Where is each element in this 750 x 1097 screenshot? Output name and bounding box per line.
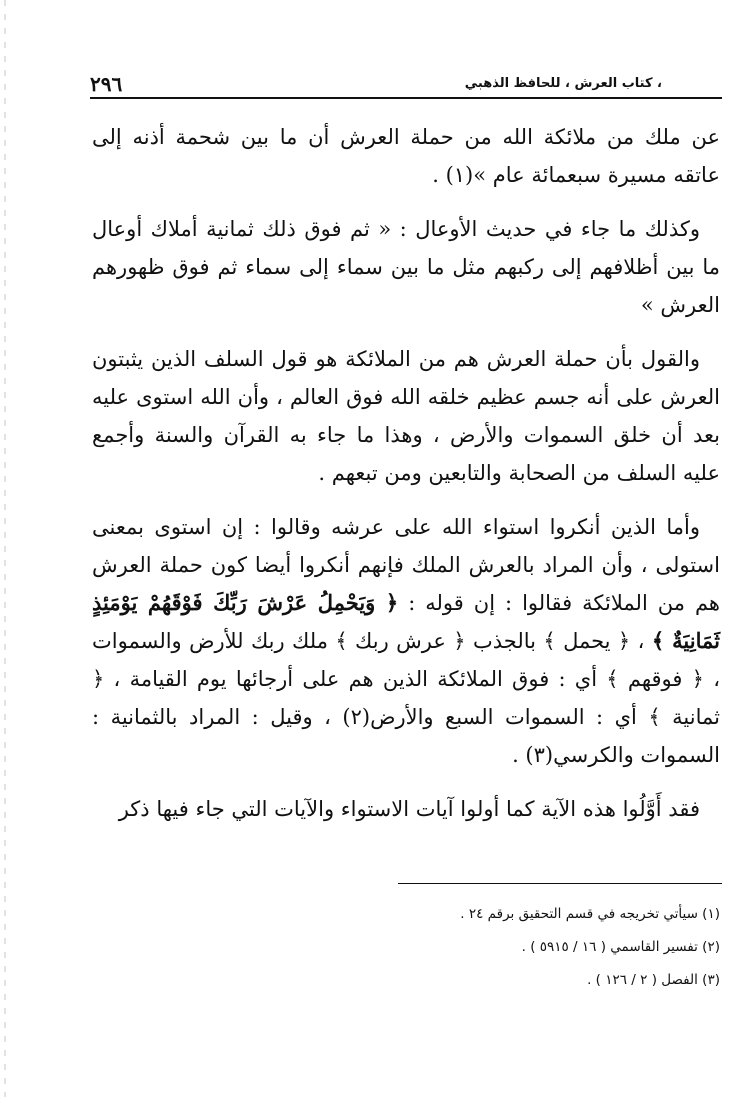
paragraph-4 [92,508,720,774]
paragraph-3: والقول بأن حملة العرش هم من الملائكة هو قول السلف الذين يثبتون العرش على أنه جسم عظيم خلقه الله فوق العالم ، وأن الله استوى عليه بعد أن خلق السموات والأرض ، وهذا ما جاء به القرآن والسنة وأجمع عليه السلف من الصحابة والتابعين ومن تبعهم . [92,347,720,485]
scan-edge [4,0,6,1097]
paragraph-1: عن ملك من ملائكة الله من حملة العرش أن ما بين شحمة أذنه إلى عاتقه مسيرة سبعمائة عام »(١) . [92,125,720,187]
header-title: ، كتاب العرش ، للحافظ الذهبي [464,76,662,91]
footnotes [300,898,720,997]
page-number: ٢٩٦ [90,72,123,96]
footnote-1: (١) سيأتي تخريجه في قسم التحقيق برقم ٢٤ . [460,906,720,922]
paragraph-4-end: ، ﴿ يحمل ﴾ بالجذب ﴿ عرش ربك ﴾ ملك ربك للأرض والسموات ، ﴿ فوقهم ﴾ أي : فوق الملائكة الذين هم على أرجائها يوم القيامة ، ﴿ ثمانية ﴾ أي : السموات السبع والأرض(٢) ، وقيل : المراد بالثمانية : السموات والكرسي(٣) . [92,629,721,767]
paragraph-5: فقد أَوَّلُوا هذه الآية كما أولوا آيات الاستواء والآيات التي جاء فيها ذكر [118,797,700,821]
running-header [90,72,722,98]
footnote-2: (٢) تفسير القاسمي ( ١٦ / ٥٩١٥ ) . [521,939,720,955]
header-rule [90,97,722,99]
quran-verse: ﴿ وَيَحْمِلُ عَرْشَ رَبِّكَ فَوْقَهُمْ يَوْمَئِذٍ ثَمَانِيَةٌ ﴾ [92,590,720,653]
footnote-separator [398,883,722,884]
paragraph-2: وكذلك ما جاء في حديث الأوعال : « ثم فوق ذلك ثمانية أملاك أوعال ما بين أظلافهم إلى ركبهم مثل ما بين سماء إلى سماء ثم فوق ظهورهم العرش » [92,217,720,317]
footnote-3: (٣) الفصل ( ٢ / ١٢٦ ) . [587,972,720,988]
main-text [92,118,720,844]
paragraph-4-start: وأما الذين أنكروا استواء الله على عرشه وقالوا : إن استوى بمعنى استولى ، وأن المراد بالعرش الملك فإنهم أنكروا أيضا كون حملة العرش هم من الملائكة فقالوا : إن قوله : [92,515,721,615]
